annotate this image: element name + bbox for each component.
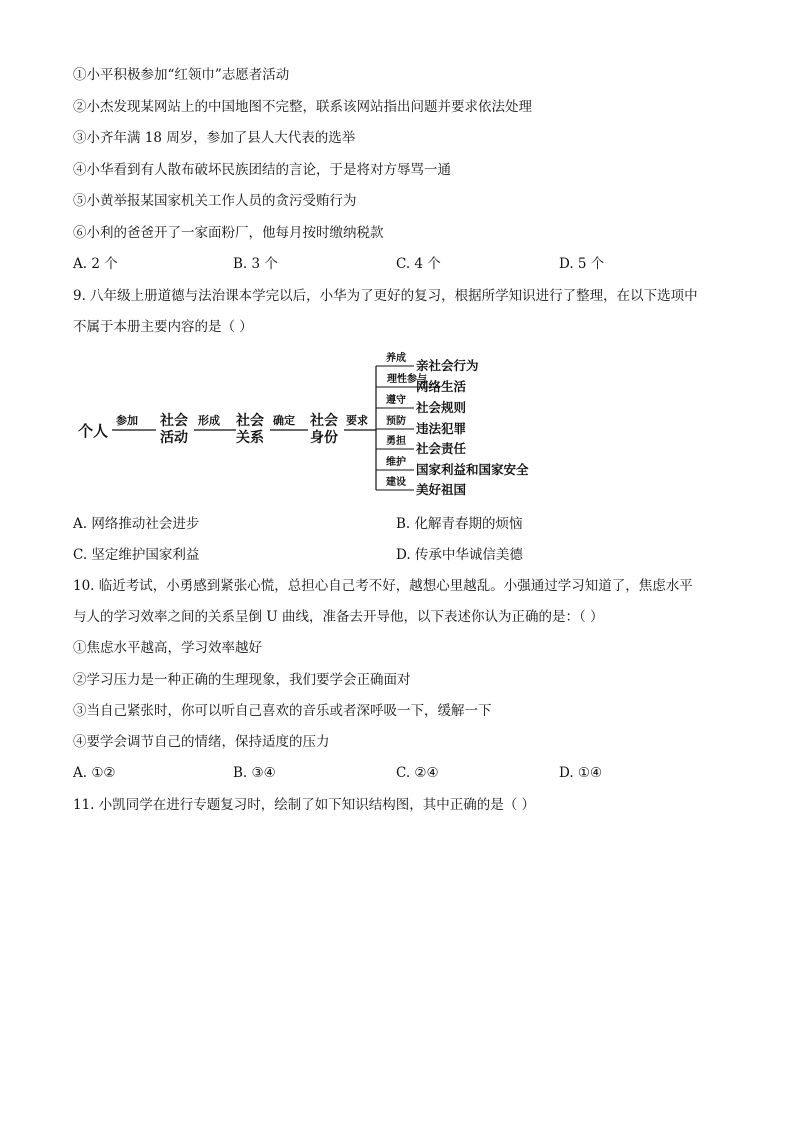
q9-option-b: B. 化解青春期的烦恼 [396,516,523,532]
q10-option-a: A. ①② [73,765,116,781]
diagram-link-4: 要求 [346,414,368,427]
q10-item-3: ③当自己紧张时，你可以听自己喜欢的音乐或者深呼吸一下，缓解一下 [73,703,492,719]
q9-stem-line1: 9. 八年级上册道德与法治课本学完以后，小华为了更好的复习，根据所学知识进行了整理，在以下选项中 [73,288,698,304]
q10-item-1: ①焦虑水平越高，学习效率越好 [73,640,262,656]
q10-stem-line2: 与人的学习效率之间的关系呈倒 U 曲线，准备去开导他，以下表述你认为正确的是：（ ） [73,609,604,625]
diagram-node-3-l1: 社会 [310,413,338,429]
diagram-node-2-l2: 关系 [236,430,264,446]
diagram-link-2: 形成 [198,414,220,427]
branch-verb-7: 建设 [386,477,406,488]
branch-verb-5: 勇担 [386,436,406,447]
branch-target-1: 亲社会行为 [416,358,479,373]
q10-item-4: ④要学会调节自己的情绪，保持适度的压力 [73,734,330,750]
branch-verb-4: 预防 [386,416,406,427]
q9-option-d: D. 传承中华诚信美德 [396,547,523,563]
q8-item-5: ⑤小黄举报某国家机关工作人员的贪污受贿行为 [73,193,357,209]
branch-target-2: 网络生活 [416,379,467,394]
knowledge-diagram [76,348,596,498]
q9-stem-line2: 不属于本册主要内容的是（ ） [73,319,253,335]
branch-verb-3: 遵守 [386,395,406,406]
diagram-node-1-l1: 社会 [160,413,188,429]
diagram-link-1: 参加 [116,414,138,427]
branch-target-4: 违法犯罪 [416,421,467,436]
q9-option-c: C. 坚定维护国家利益 [73,547,200,563]
branch-target-7: 美好祖国 [416,482,467,497]
diagram-node-1-l2: 活动 [160,430,188,446]
q10-option-d: D. ①④ [559,765,603,781]
q8-item-6: ⑥小利的爸爸开了一家面粉厂，他每月按时缴纳税款 [73,225,384,241]
diagram-branches [376,351,529,497]
branch-verb-2: 理性参与 [387,374,427,385]
q8-option-d: D. 5 个 [559,256,605,272]
q10-option-c: C. ②④ [396,765,439,781]
diagram-link-3: 确定 [273,414,295,427]
q8-item-2: ②小杰发现某网站上的中国地图不完整，联系该网站指出问题并要求依法处理 [73,99,532,115]
q8-option-c: C. 4 个 [396,256,441,272]
diagram-node-2-l1: 社会 [236,413,264,429]
q8-item-1: ①小平积极参加“红领巾”志愿者活动 [73,67,290,83]
q8-item-3: ③小齐年满 18 周岁，参加了县人大代表的选举 [73,130,356,146]
q8-item-4: ④小华看到有人散布破坏民族团结的言论，于是将对方辱骂一通 [73,162,451,178]
branch-verb-1: 养成 [386,353,406,364]
q10-item-2: ②学习压力是一种正确的生理现象，我们要学会正确面对 [73,672,411,688]
q11-stem: 11. 小凯同学在进行专题复习时，绘制了如下知识结构图，其中正确的是（ ） [73,797,536,813]
diagram-node-3-l2: 身份 [310,430,338,446]
q10-option-b: B. ③④ [233,765,276,781]
branch-target-5: 社会责任 [416,441,467,456]
branch-verb-6: 维护 [386,457,406,468]
q8-option-a: A. 2 个 [73,256,118,272]
diagram-person: 个人 [78,422,109,440]
branch-target-3: 社会规则 [416,400,467,415]
branch-target-6: 国家利益和国家安全 [416,462,529,477]
q8-option-b: B. 3 个 [233,256,278,272]
q9-option-a: A. 网络推动社会进步 [73,516,200,532]
q10-stem-line1: 10. 临近考试，小勇感到紧张心慌，总担心自己考不好，越想心里越乱。小强通过学习知道了，焦虑水平 [73,578,693,594]
